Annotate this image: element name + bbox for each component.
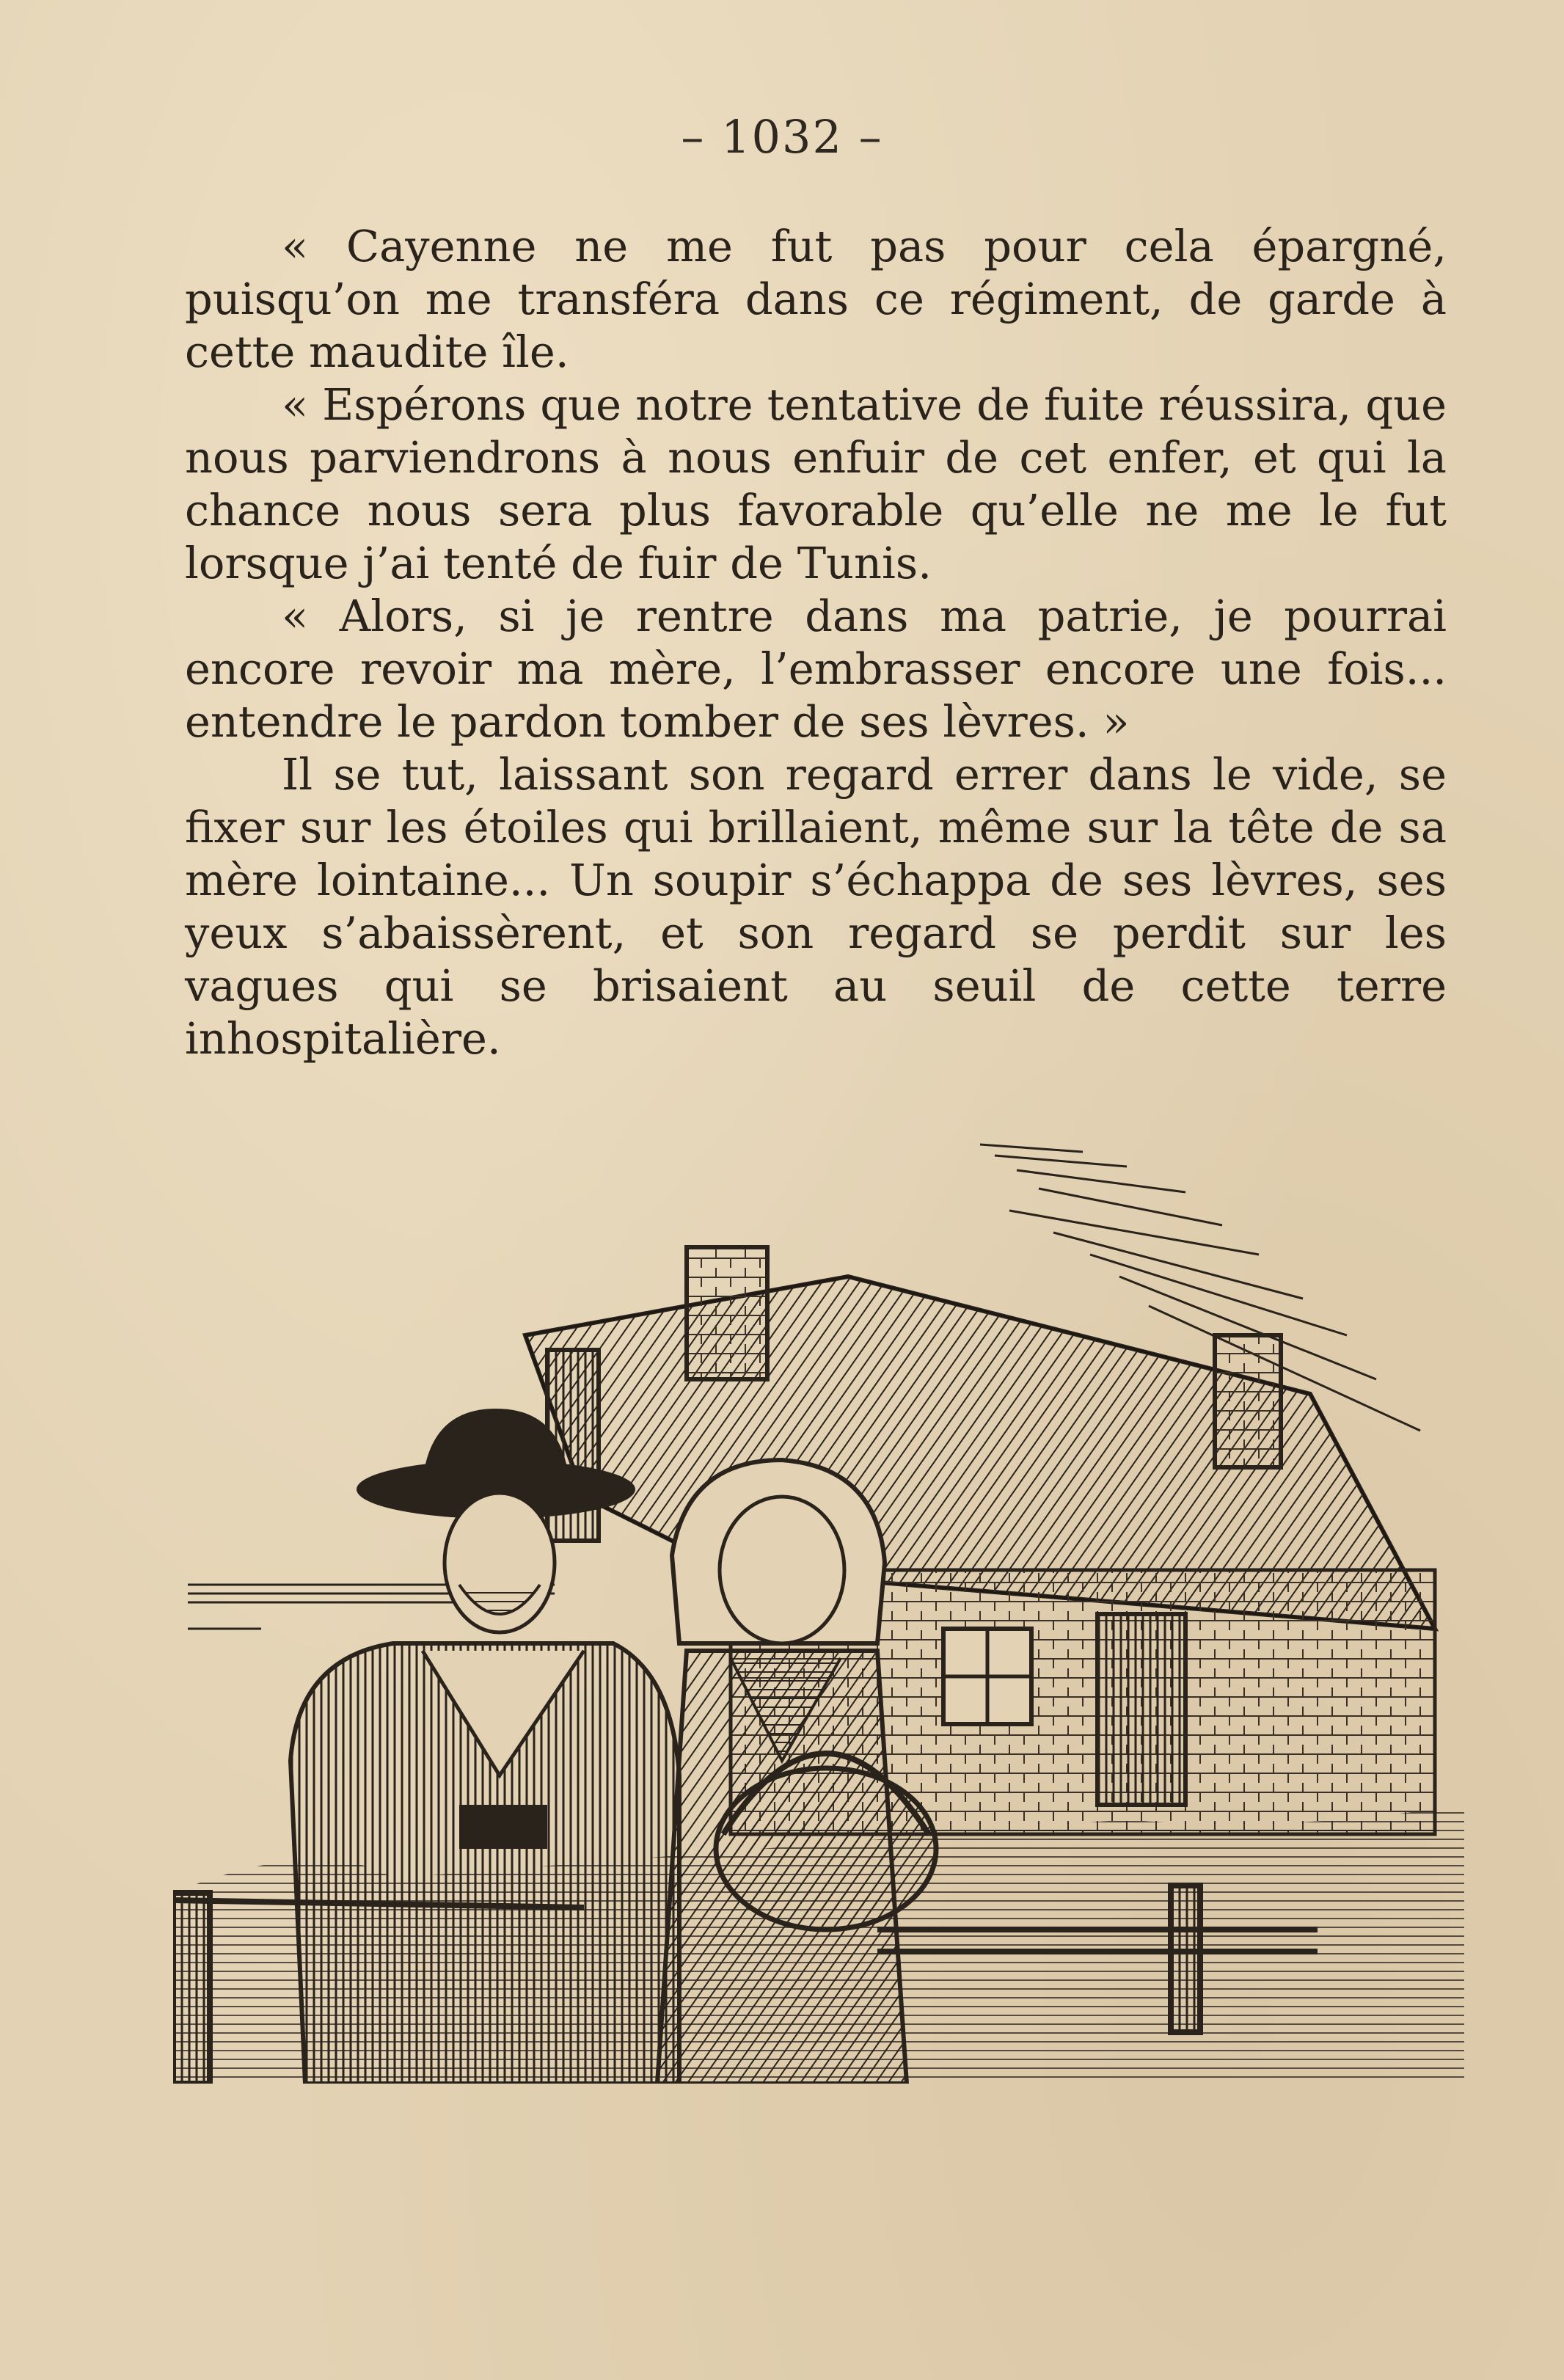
paragraph: « Cayenne ne me fut pas pour cela épargné, puisqu’on me transféra dans ce régiment, de garde à cette maudite île.	[185, 221, 1447, 377]
paragraph: « Alors, si je rentre dans ma patrie, je pourrai encore revoir ma mère, l’embrasser encore une fois... entendre le pardon tomber de ses lèvres. »	[185, 591, 1447, 747]
engraving-illustration	[173, 1115, 1464, 2084]
cottage-window	[943, 1629, 1031, 1724]
paragraph: Il se tut, laissant son regard errer dans le vide, se fixer sur les étoiles qui brillaient, même sur la tête de sa mère lointaine... Un soupir s’échappa de ses lèvres, ses yeux s’abaissèrent, et son regard se perdit sur les vagues qui se brisaient au seuil de cette terre inhospitalière.	[185, 749, 1447, 1064]
engraving-svg	[173, 1115, 1464, 2084]
chimney	[1215, 1335, 1281, 1467]
paragraph: « Espérons que notre tentative de fuite réussira, que nous parviendrons à nous enfuir de cet enfer, et qui la chance nous sera plus favorable qu’elle ne me le fut lorsque j’ai tenté de fuir de Tunis.	[185, 379, 1447, 588]
body-text	[185, 220, 1447, 1065]
chimney	[687, 1247, 767, 1379]
page-number: – 1032 –	[681, 110, 883, 164]
cottage-door	[1097, 1614, 1185, 1805]
